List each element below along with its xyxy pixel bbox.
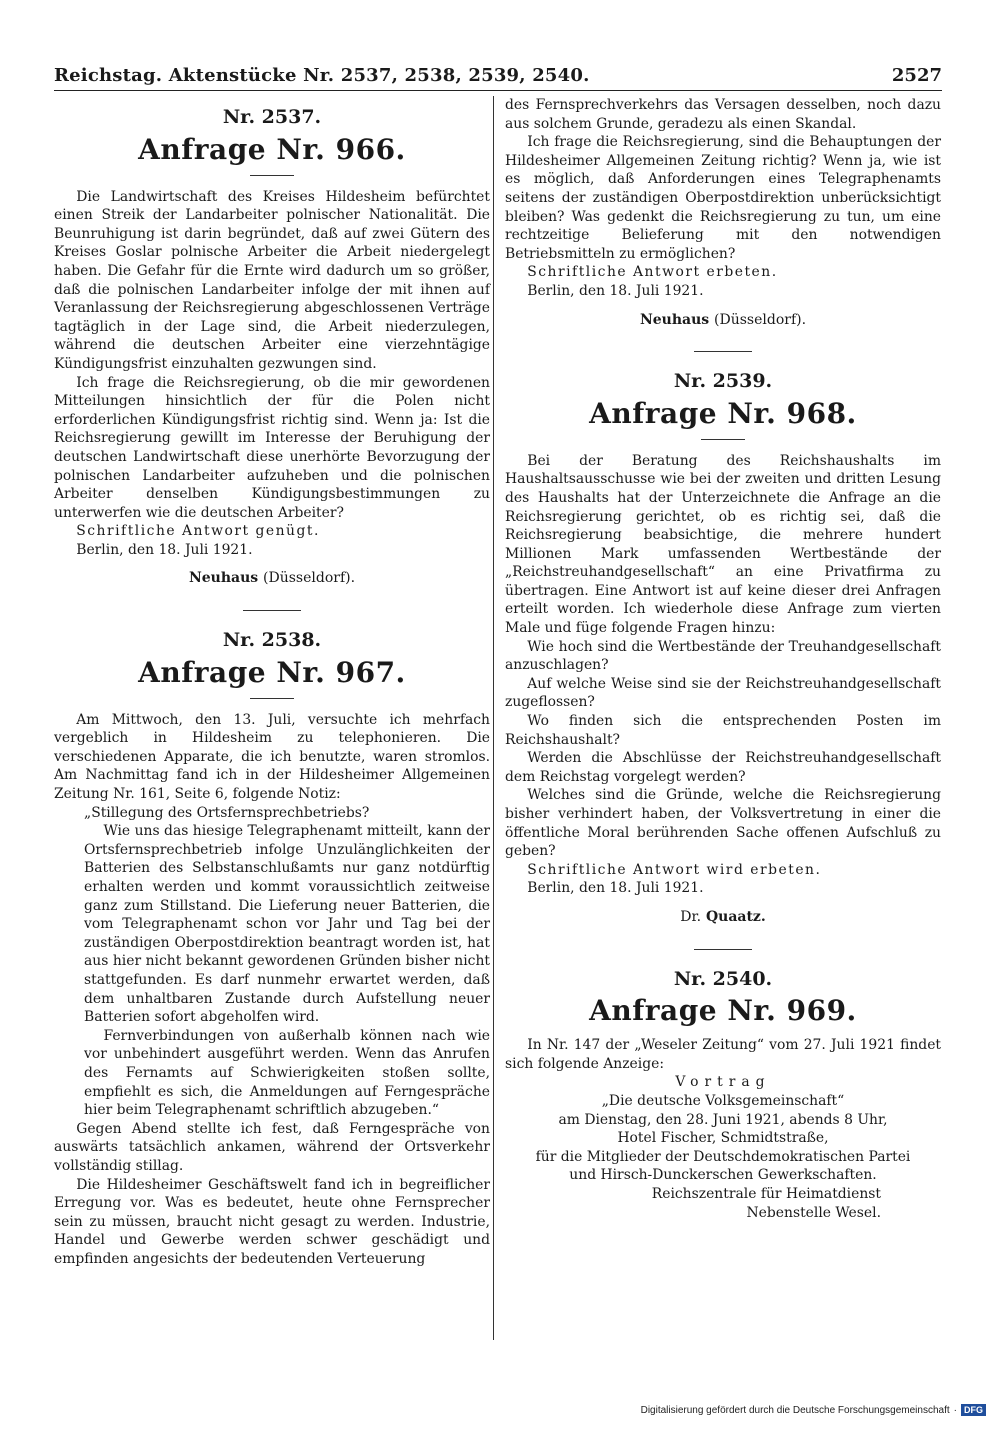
date-line: Berlin, den 18. Juli 1921. <box>527 282 704 299</box>
paragraph: Wie hoch sind die Wertbestände der Treuhandgesellschaft anzuschlagen? <box>505 638 941 674</box>
ad-line: Vortrag <box>675 1074 771 1091</box>
signature-city: (Düsseldorf). <box>714 311 807 328</box>
paragraph: Die Hildesheimer Geschäftswelt fand ich in begreiflicher Erregung vor. Was es bedeutet, heute ohne Fernsprecher sein zu müssen, braucht nicht gesagt zu werden. Industrie, Handel und Gewerbe werden schwer geschädigt und empfinden angesichts der bedeutenden Verteuerung <box>54 1176 490 1267</box>
section-title: Anfrage Nr. 968. <box>589 396 857 430</box>
ad-line: am Dienstag, den 28. Juni 1921, abends 8 Uhr, <box>558 1111 888 1128</box>
signature-city: (Düsseldorf). <box>263 570 356 587</box>
page-number: 2527 <box>891 65 942 86</box>
date-line: Berlin, den 18. Juli 1921. <box>527 880 704 897</box>
signature <box>54 569 490 588</box>
paragraph: Gegen Abend stellte ich fest, daß Ferngespräche von auswärts tatsächlich ankamen, während der Ortsverkehr vollständig stillag. <box>54 1120 490 1174</box>
paragraph: Auf welche Weise sind sie der Reichstreuhandgesellschaft zugeflossen? <box>505 675 941 711</box>
paragraph: Am Mittwoch, den 13. Juli, versuchte ich mehrfach vergeblich in Hildesheim zu telephonieren. Die verschiedenen Apparate, die ich benutzte, waren stromlos. Am Nachmittag fand ich in der Hildesheimer Allgemeinen Zeitung Nr. 161, Seite 6, folgende Notiz: <box>54 711 490 803</box>
running-title: Reichstag. Aktenstücke Nr. 2537, 2538, 2539, 2540. <box>54 65 590 86</box>
newspaper-quote <box>84 804 490 1120</box>
section-separator <box>694 949 752 950</box>
column-divider <box>493 96 494 1340</box>
signature-name: Quaatz. <box>705 908 766 925</box>
section-2538-continuation <box>505 96 941 329</box>
footer-text: Digitalisierung gefördert durch die Deutsche Forschungsgemeinschaft <box>640 1404 950 1416</box>
quote-paragraph: Fernverbindungen von außerhalb können nach wie vor unbehindert ausgeführt werden. Wenn das Anrufen des Fernamts auf Schwierigkeiten stoßen sollte, empfiehlt es sich, die Anmeldungen auf Ferngespräche hier beim Telegraphenamt schriftlich abzugeben.“ <box>84 1027 490 1119</box>
signature-title: Dr. <box>680 908 702 925</box>
section-title: Anfrage Nr. 967. <box>138 655 406 689</box>
paragraph: Bei der Beratung des Reichshaushalts im Haushaltsausschusse wie bei der zweiten und dritten Lesung des Haushalts hat der Unterzeichnete die Anfrage an die Reichsregierung gerichtet, ob es richtig sei, daß die Reichsregierung beabsichtige, die mehrere hundert Millionen Mark umfassenden Wertbestände der „Reichstreuhandgesellschaft“ an eine Privatfirma zu übertragen. Eine Antwort ist auf keine dieser drei Anfragen erteilt worden. Ich wiederhole diese Anfrage zum vierten Male und füge folgende Fragen hinzu: <box>505 452 941 637</box>
paragraph: Wo finden sich die entsprechenden Posten im Reichshaushalt? <box>505 713 941 748</box>
quote-paragraph: Wie uns das hiesige Telegraphenamt mitteilt, kann der Ortsfernsprechbetrieb infolge Unzulänglichkeiten der Batterien des Selbstanschlußamts nur ganz notdürftig erhalten werden und kommt voraussichtlich zeitweise ganz zum Stillstand. Die Lieferung neuer Batterien, die vom Telegraphenamt schon vor Jahr und Tag bei der zuständigen Oberpostdirektion beantragt worden ist, hat aus hier nicht bekannt gewordenen Gründen bisher nicht stattgefunden. Es darf nunmehr erwartet werden, daß dem unhaltbaren Zustande durch Aufstellung neuer Batterien sofort abgeholfen wird. <box>84 823 490 1026</box>
section-number: Nr. 2540. <box>673 967 773 990</box>
answer-note: Schriftliche Antwort genügt. <box>76 523 320 540</box>
left-column <box>54 96 490 1268</box>
signature-name: Neuhaus <box>639 311 710 328</box>
paragraph: Werden die Abschlüsse der Reichstreuhandgesellschaft dem Reichstag vorgelegt werden? <box>505 750 941 785</box>
ad-sender <box>505 1185 941 1222</box>
signature <box>505 908 941 927</box>
date-line: Berlin, den 18. Juli 1921. <box>76 541 253 558</box>
paragraph: In Nr. 147 der „Weseler Zeitung“ vom 27. Juli 1921 findet sich folgende Anzeige: <box>505 1037 941 1072</box>
title-rule <box>250 175 294 176</box>
section-separator <box>694 351 752 352</box>
paragraph: Ich frage die Reichsregierung, ob die mir gewordenen Mitteilungen hinsichtlich der für die Polen nicht erforderlichen Kündigungsfrist richtig sind. Wenn ja: Ist die Reichsregierung gewillt im Interesse der Beruhigung der deutschen Landwirtschaft diese unerhörte Bevorzugung der polnischen Landarbeiter aufzuheben und die polnischen Arbeiter denselben Kündigungsbestimmungen zu unterwerfen wie die deutschen Arbeiter? <box>54 374 490 521</box>
quote-title: „Stillegung des Ortsfernsprechbetriebs? <box>84 804 370 821</box>
section-2538 <box>54 631 490 1268</box>
answer-note: Schriftliche Antwort wird erbeten. <box>527 861 822 878</box>
sender-line: Nebenstelle Wesel. <box>746 1204 881 1221</box>
section-number: Nr. 2539. <box>673 370 773 393</box>
section-title: Anfrage Nr. 966. <box>138 132 406 166</box>
section-title: Anfrage Nr. 969. <box>589 994 857 1028</box>
advertisement <box>505 1073 941 1185</box>
section-separator <box>243 610 301 611</box>
section-number: Nr. 2538. <box>222 629 322 652</box>
title-rule <box>250 698 294 699</box>
answer-note: Schriftliche Antwort erbeten. <box>527 264 778 281</box>
paragraph: Die Landwirtschaft des Kreises Hildesheim befürchtet einen Streik der Landarbeiter polnischer Nationalität. Die Beunruhigung ist darin begründet, daß auf zwei Gütern des Kreises Goslar polnische Arbeiter die Arbeit niedergelegt haben. Die Gefahr für die Ernte wird dadurch um so größer, daß die polnischen Landarbeiter infolge der mit ihnen auf Veranlassung der Reichsregierung abgeschlossenen Verträge tagtäglich in der Lage sind, die Arbeit niederzulegen, während die deutschen Arbeiter eine vierzehntägige Kündigungsfrist einzuhalten gezwungen sind. <box>54 188 490 372</box>
sender-line: Reichszentrale für Heimatdienst <box>651 1185 881 1202</box>
paragraph: Ich frage die Reichsregierung, sind die Behauptungen der Hildesheimer Allgemeinen Zeitung richtig? Wenn ja, wie ist es möglich, daß Anforderungen eines Telegraphenamts seitens der zuständigen Oberpostdirektion unberücksichtigt bleiben? Was gedenkt die Reichsregierung zu tun, um eine rechtzeitige Belieferung mit den notwendigen Betriebsmitteln zu ermöglichen? <box>505 134 941 262</box>
ad-line: und Hirsch-Dunckerschen Gewerkschaften. <box>569 1167 877 1184</box>
page-header <box>54 56 942 91</box>
section-2540 <box>505 967 941 1223</box>
section-2537 <box>54 108 490 588</box>
right-column <box>505 96 941 1222</box>
paragraph: Welches sind die Gründe, welche die Reichsregierung bisher verhindert haben, der Volksvertretung in einer die öffentliche Moral berührenden Sache offenen Aufschluß zu geben? <box>505 787 941 860</box>
signature-name: Neuhaus <box>188 570 259 587</box>
ad-line: Hotel Fischer, Schmidtstraße, <box>617 1130 829 1147</box>
paragraph: des Fernsprechverkehrs das Versagen desselben, noch dazu aus solchem Grunde, geradezu als einen Skandal. <box>505 97 941 132</box>
section-2539 <box>505 372 941 926</box>
signature <box>505 311 941 330</box>
ad-line: „Die deutsche Volksgemeinschaft“ <box>601 1092 845 1109</box>
ad-line: für die Mitglieder der Deutschdemokratischen Partei <box>535 1148 911 1165</box>
title-rule <box>701 439 745 440</box>
digitization-footer: Digitalisierung gefördert durch die Deutsche Forschungsgemeinschaft · DFG <box>641 1404 986 1416</box>
dfg-logo-icon: DFG <box>961 1404 986 1416</box>
section-number: Nr. 2537. <box>222 106 322 128</box>
